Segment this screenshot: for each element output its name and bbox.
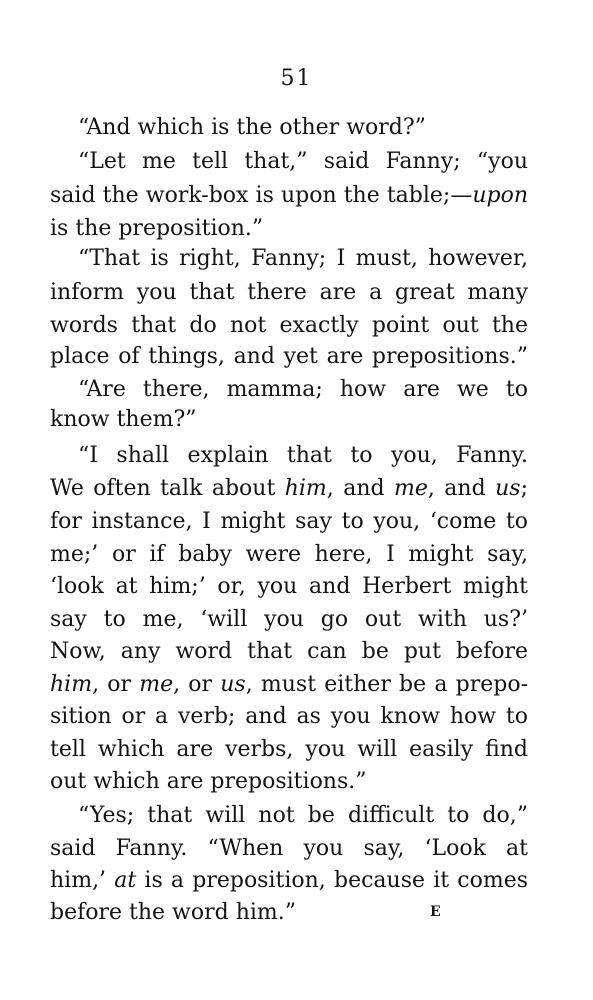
text-line: “Yes; that will not be difficult to do,” bbox=[78, 803, 528, 828]
text-line: for instance, I might say to you, ‘come to bbox=[50, 509, 528, 534]
signature-mark: E bbox=[430, 904, 442, 920]
text-line: sition or a verb; and as you know how to bbox=[50, 704, 528, 729]
text-line: tell which are verbs, you will easily find bbox=[50, 737, 528, 762]
text-line: ‘look at him;’ or, you and Herbert might bbox=[50, 574, 528, 599]
text-line: is the preposition.” bbox=[50, 216, 264, 241]
text-line: “Are there, mamma; how are we to bbox=[78, 377, 528, 402]
text-line: say to me, ‘will you go out with us?’ bbox=[50, 607, 528, 632]
text-line: before the word him.” bbox=[50, 900, 297, 925]
page-number: 51 bbox=[280, 66, 313, 91]
text-line: words that do not exactly point out the bbox=[50, 313, 528, 338]
text-line: said the work-box is upon the table;—upon bbox=[50, 183, 528, 208]
text-line: him, or me, or us, must either be a prepo- bbox=[50, 672, 529, 697]
text-line: We often talk about him, and me, and us; bbox=[50, 476, 528, 501]
text-line: Now, any word that can be put before bbox=[50, 639, 528, 664]
text-line: out which are prepositions.” bbox=[50, 769, 367, 794]
text-line: me;’ or if baby were here, I might say, bbox=[50, 542, 528, 567]
text-line: know them?” bbox=[50, 407, 197, 432]
text-line: place of things, and yet are prepositions.” bbox=[50, 344, 528, 369]
text-line: “Let me tell that,” said Fanny; “you bbox=[78, 149, 528, 174]
text-line: “I shall explain that to you, Fanny. bbox=[78, 443, 528, 468]
text-line: him,’ at is a preposition, because it comes bbox=[50, 868, 529, 893]
text-line: inform you that there are a great many bbox=[50, 280, 528, 305]
text-line: said Fanny. “When you say, ‘Look at bbox=[50, 836, 528, 861]
text-line: “And which is the other word?” bbox=[78, 115, 426, 140]
text-line: “That is right, Fanny; I must, however, bbox=[78, 246, 528, 271]
